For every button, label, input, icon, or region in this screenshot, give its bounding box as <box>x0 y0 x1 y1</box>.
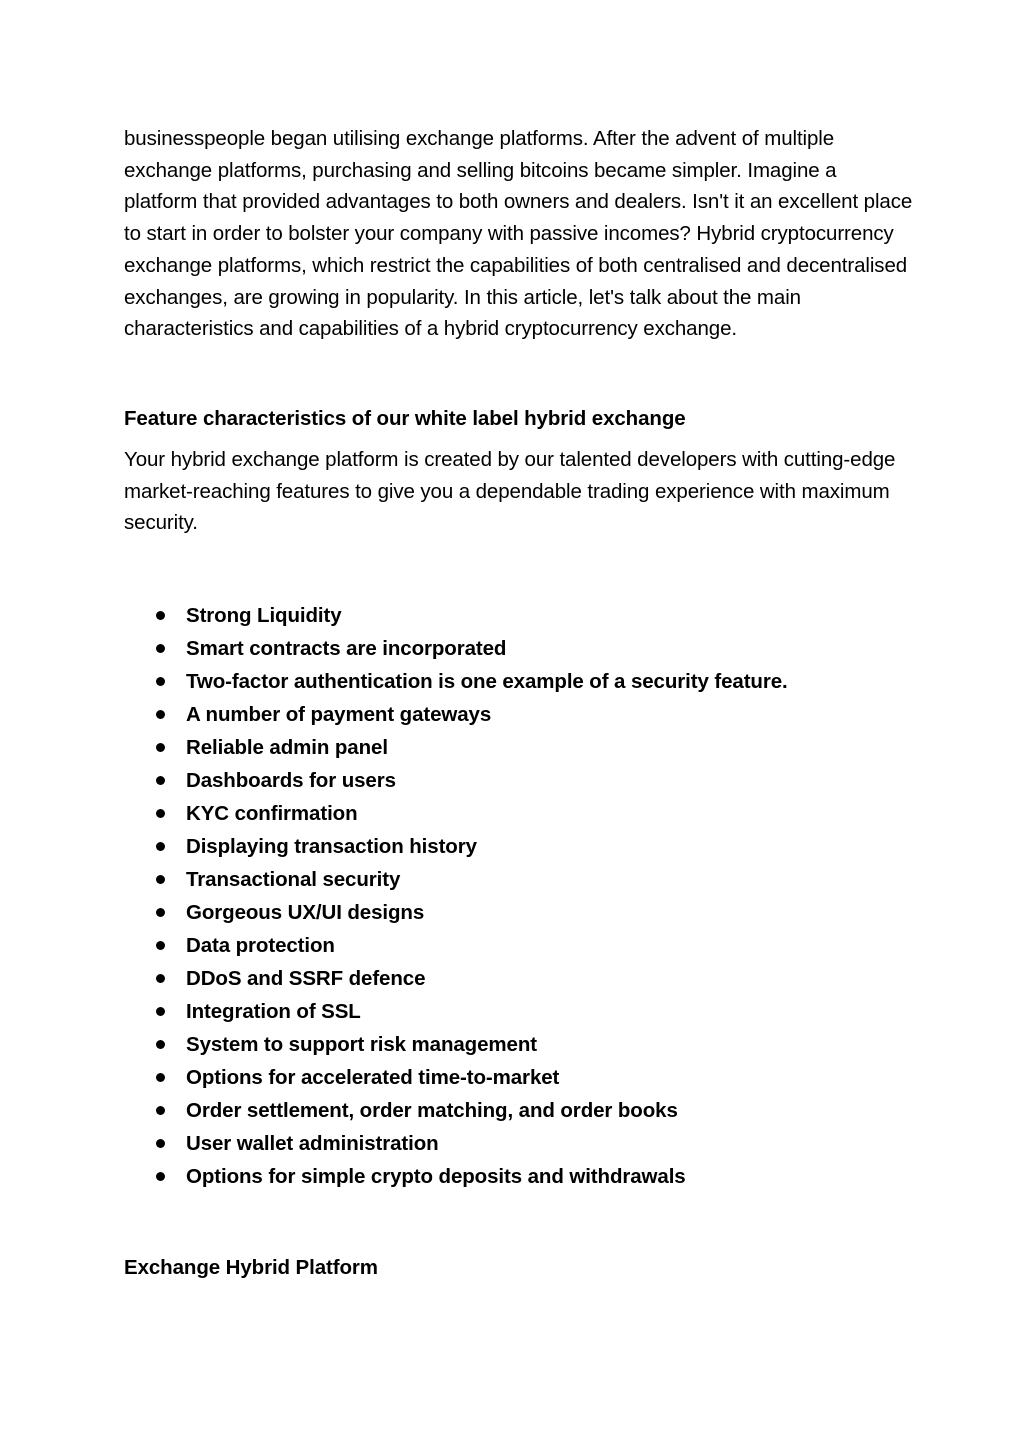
list-item-label: Displaying transaction history <box>186 835 477 859</box>
list-item-label: Smart contracts are incorporated <box>186 637 507 661</box>
bullet-icon <box>156 809 165 818</box>
list-item <box>124 665 914 698</box>
list-item-label: System to support risk management <box>186 1033 537 1057</box>
bullet-icon <box>156 1172 165 1181</box>
bullet-icon <box>156 1040 165 1049</box>
bullet-icon <box>156 776 165 785</box>
list-item-label: Options for simple crypto deposits and withdrawals <box>186 1165 686 1189</box>
list-item-label: Order settlement, order matching, and order books <box>186 1099 678 1123</box>
bullet-icon <box>156 710 165 719</box>
list-item <box>124 830 914 863</box>
list-item <box>124 731 914 764</box>
list-item-label: Options for accelerated time-to-market <box>186 1066 560 1090</box>
list-item <box>124 1127 914 1160</box>
bullet-icon <box>156 1139 165 1148</box>
intro-paragraph: businesspeople began utilising exchange platforms. After the advent of multiple exchange platforms, purchasing and selling bitcoins became simpler. Imagine a platform that provided advantages to both owners and dealers. Isn't it an excellent place to start in order to bolster your company with passive incomes? Hybrid cryptocurrency exchange platforms, which restrict the capabilities of both centralised and decentralised exchanges, are growing in popularity. In this article, let's talk about the main characteristics and capabilities of a hybrid cryptocurrency exchange. <box>124 127 913 341</box>
list-item <box>124 698 914 731</box>
list-item <box>124 632 914 665</box>
bullet-icon <box>156 974 165 983</box>
list-item <box>124 929 914 962</box>
list-item <box>124 599 914 632</box>
list-item-label: Transactional security <box>186 868 401 892</box>
list-item-label: Integration of SSL <box>186 1000 361 1024</box>
list-item-label: Strong Liquidity <box>186 604 342 628</box>
list-item-label: User wallet administration <box>186 1132 439 1156</box>
document-page <box>124 123 914 1283</box>
bullet-icon <box>156 941 165 950</box>
list-item-label: Data protection <box>186 934 335 958</box>
list-item <box>124 1094 914 1127</box>
platform-heading: Exchange Hybrid Platform <box>124 1256 378 1280</box>
list-item-label: Reliable admin panel <box>186 736 388 760</box>
list-item <box>124 1160 914 1193</box>
bullet-icon <box>156 677 165 686</box>
list-item <box>124 896 914 929</box>
bullet-icon <box>156 611 165 620</box>
bullet-icon <box>156 908 165 917</box>
bullet-icon <box>156 875 165 884</box>
features-list <box>124 599 914 1193</box>
list-item <box>124 797 914 830</box>
features-intro-paragraph: Your hybrid exchange platform is created by our talented developers with cutting-edge market-reaching features to give you a dependable trading experience with maximum security. <box>124 447 896 535</box>
list-item <box>124 764 914 797</box>
list-item-label: Dashboards for users <box>186 769 396 793</box>
list-item <box>124 863 914 896</box>
list-item-label: A number of payment gateways <box>186 703 492 727</box>
bullet-icon <box>156 1073 165 1082</box>
list-item <box>124 1061 914 1094</box>
list-item-label: DDoS and SSRF defence <box>186 967 426 991</box>
list-item <box>124 995 914 1028</box>
bullet-icon <box>156 1106 165 1115</box>
features-heading: Feature characteristics of our white label hybrid exchange <box>124 406 686 430</box>
bullet-icon <box>156 743 165 752</box>
bullet-icon <box>156 1007 165 1016</box>
bullet-icon <box>156 644 165 653</box>
list-item <box>124 1028 914 1061</box>
list-item <box>124 962 914 995</box>
list-item-label: KYC confirmation <box>186 802 358 826</box>
list-item-label: Gorgeous UX/UI designs <box>186 901 425 925</box>
list-item-label: Two-factor authentication is one example of a security feature. <box>186 670 788 694</box>
bullet-icon <box>156 842 165 851</box>
